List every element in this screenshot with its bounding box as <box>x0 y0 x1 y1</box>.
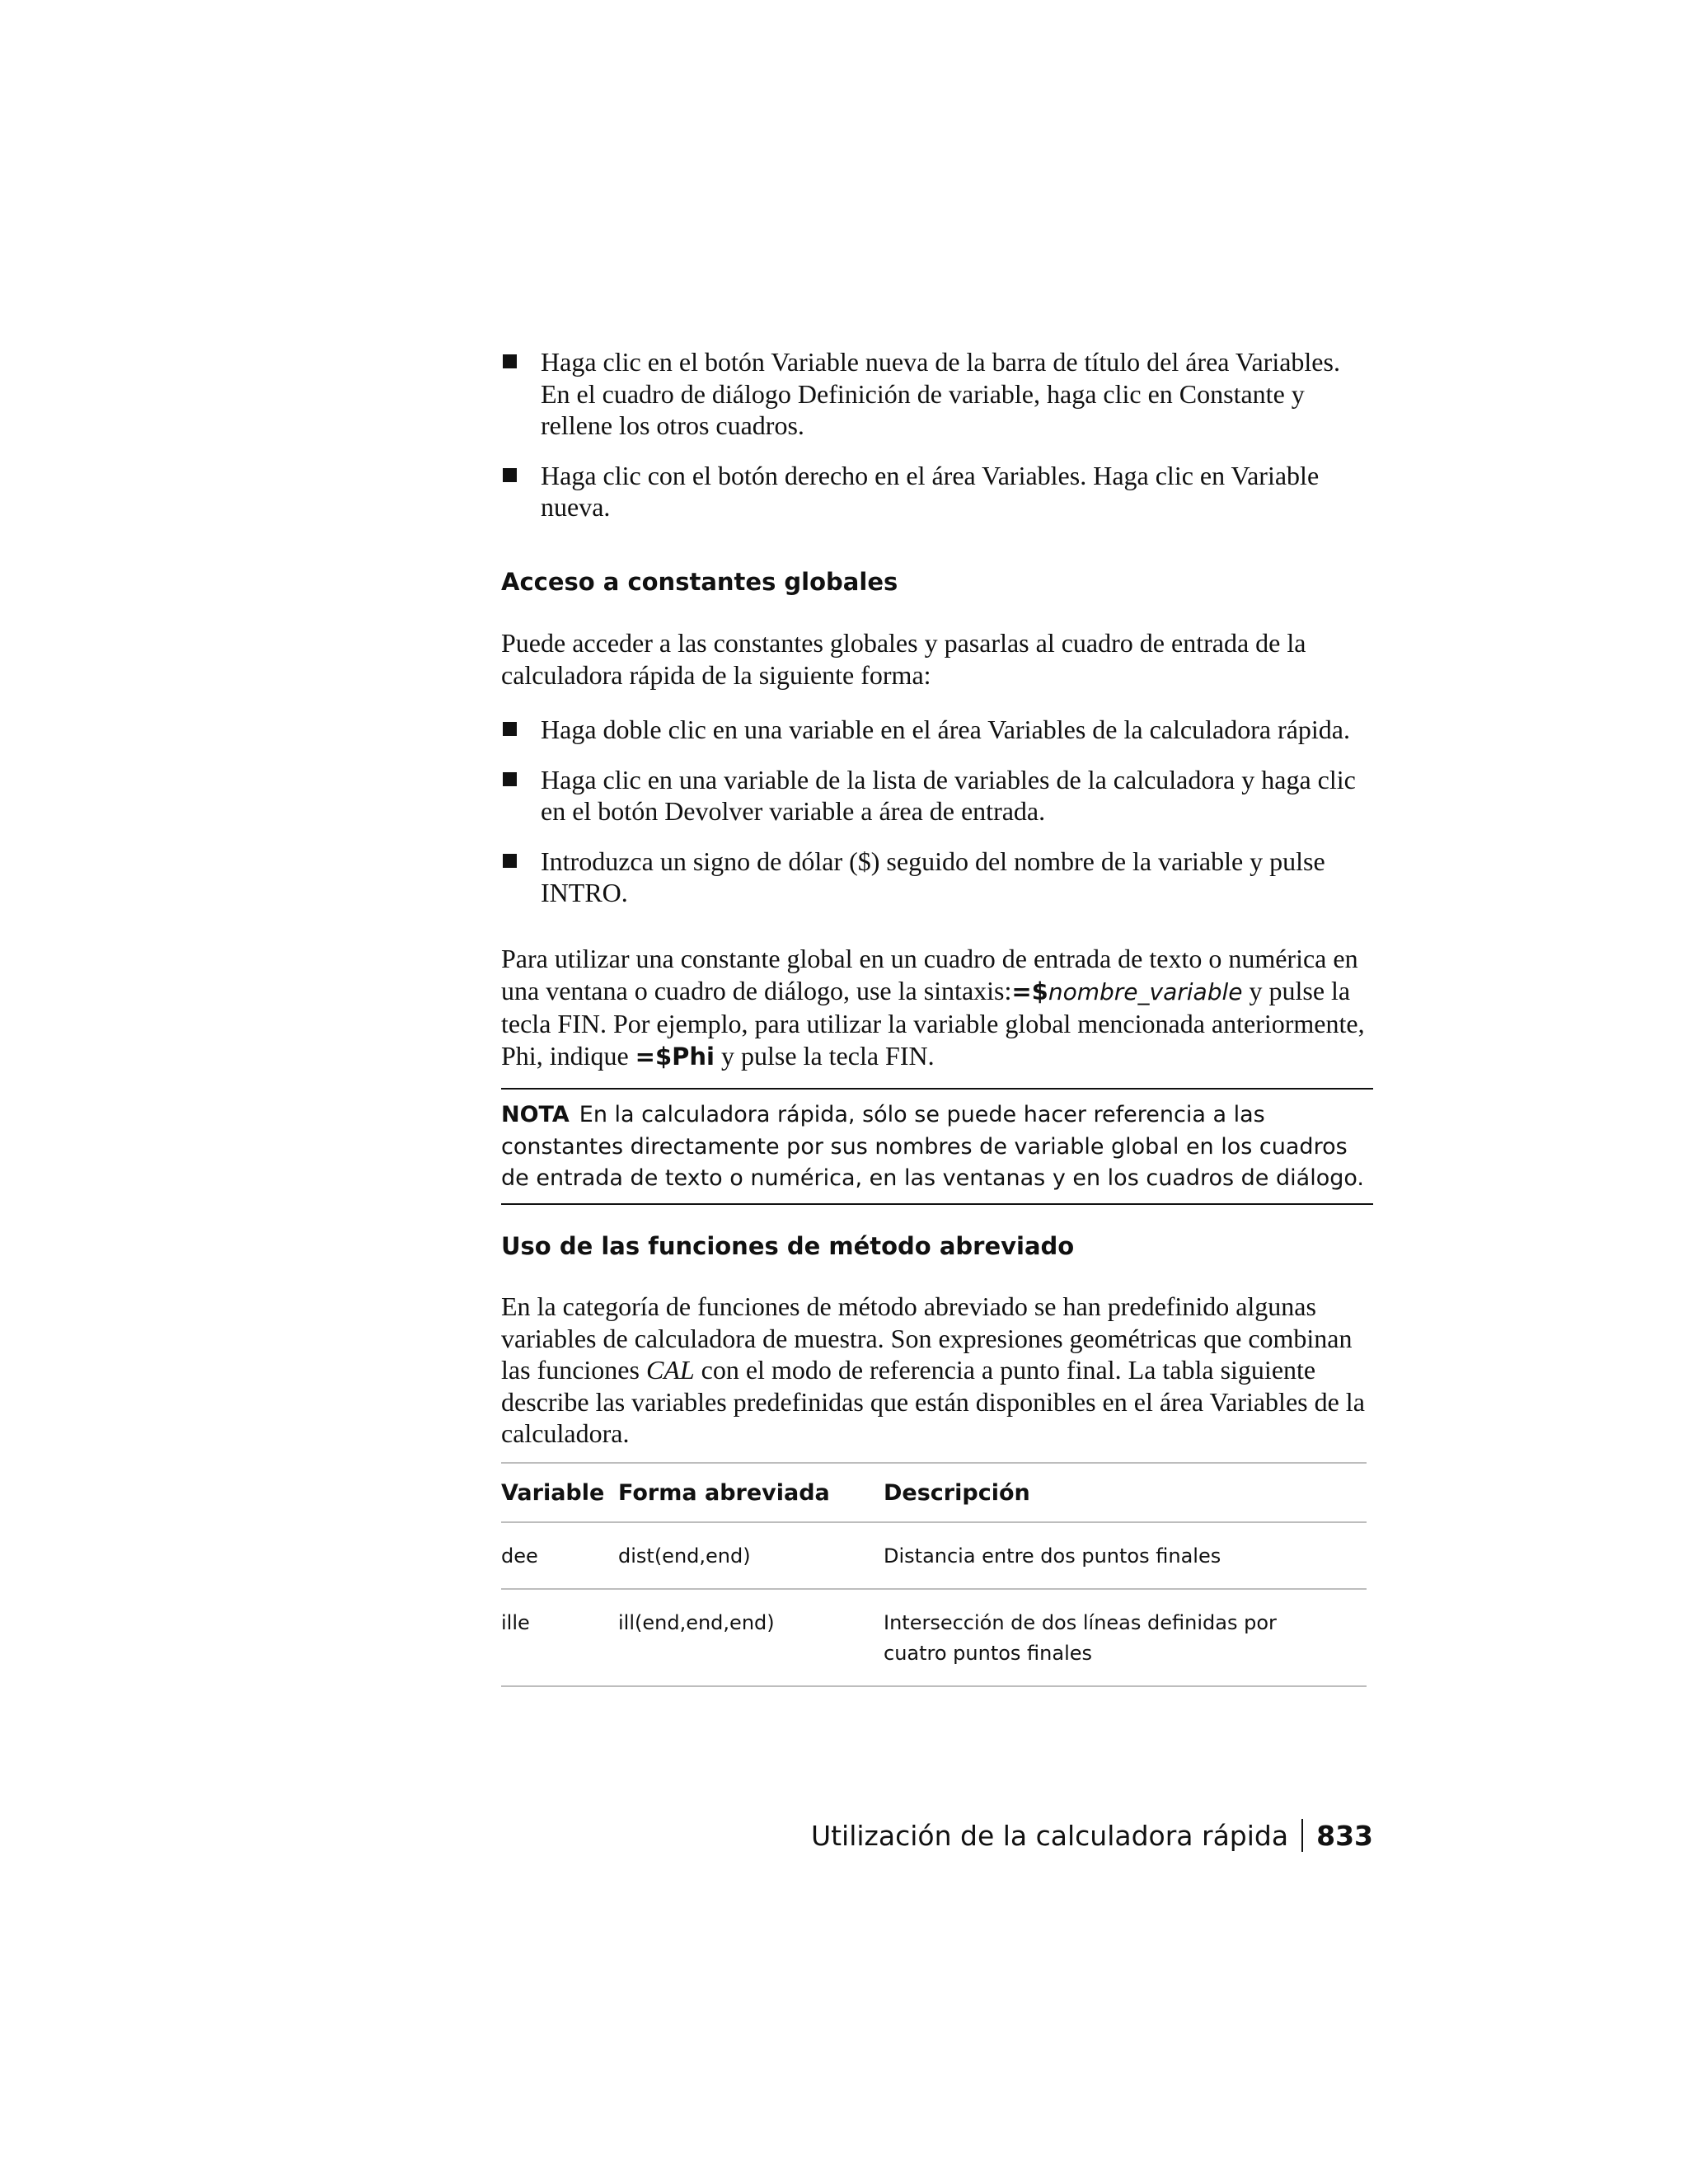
bullet-square-icon <box>503 772 517 786</box>
cell-description: Intersección de dos líneas definidas por cuatro puntos finales <box>884 1589 1367 1686</box>
usage-text-2: y pulse la tecla FIN. Por ejemplo, para utilizar la variable global mencionada anteriormente, Phi, indique <box>501 975 1365 1071</box>
cell-shortcut-form: dist(end,end) <box>618 1522 884 1589</box>
page-footer <box>811 1818 1373 1854</box>
list-item <box>501 346 1373 442</box>
intro-paragraph: Puede acceder a las constantes globales y pasarlas al cuadro de entrada de la calculadora rápida de la siguiente forma: <box>501 628 1306 690</box>
usage-text-1: Para utilizar una constante global en un cuadro de entrada de texto o numérica en una ventana o cuadro de diálogo, use la sintaxis: <box>501 944 1358 1005</box>
usage-paragraph <box>501 943 1373 1072</box>
list-item-text: Haga clic en el botón Variable nueva de la barra de título del área Variables. En el cuadro de diálogo Definición de variable, haga clic en Constante y rellene los otros cuadros. <box>541 347 1340 440</box>
column-header-variable: Variable <box>501 1463 618 1522</box>
note-box <box>501 1088 1373 1205</box>
shortcut-paragraph-wrap <box>501 1291 1373 1450</box>
note-text: En la calculadora rápida, sólo se puede hacer referencia a las constantes directamente por sus nombres de variable global en los cuadros de entrada de texto o numérica, en las ventanas y en los cuadros de diálogo. <box>501 1102 1364 1191</box>
syntax-variable-name: nombre_variable <box>1048 977 1243 1005</box>
predefined-variables-table <box>501 1462 1367 1687</box>
shortcut-text-2: con el modo de referencia a punto final. La tabla siguiente describe las variables predefinidas que están disponibles en el área Variables de la calculadora. <box>501 1355 1365 1448</box>
usage-paragraph-wrap <box>501 943 1373 1072</box>
bullet-square-icon <box>503 354 517 368</box>
table-header-row <box>501 1463 1367 1522</box>
list-item <box>501 460 1373 523</box>
bullet-square-icon <box>503 722 517 736</box>
bullet-square-icon <box>503 468 517 482</box>
note-label: NOTA <box>501 1102 570 1127</box>
table-row <box>501 1589 1367 1686</box>
section-heading-global-constants: Acceso a constantes globales <box>501 568 898 596</box>
list-item-text: Haga clic en una variable de la lista de variables de la calculadora y haga clic en el botón Devolver variable a área de entrada. <box>541 764 1356 826</box>
bullet-square-icon <box>503 854 517 868</box>
list-item-text: Introduzca un signo de dólar ($) seguido del nombre de la variable y pulse INTRO. <box>541 846 1325 907</box>
section-heading-shortcut-functions: Uso de las funciones de método abreviado <box>501 1232 1075 1260</box>
section-heading-wrap <box>501 567 1373 597</box>
shortcut-paragraph <box>501 1291 1373 1450</box>
cell-variable: dee <box>501 1522 618 1589</box>
usage-text-3: y pulse la tecla FIN. <box>715 1040 935 1071</box>
cal-term: CAL <box>645 1355 695 1385</box>
footer-separator <box>1301 1819 1303 1852</box>
table-row <box>501 1522 1367 1589</box>
shortcut-text-1: En la categoría de funciones de método abreviado se han predefinido algunas variables de calculadora de muestra. Son expresiones geométricas que combinan las funciones <box>501 1291 1353 1385</box>
list-item <box>501 714 1373 746</box>
global-constants-bullet-list <box>501 714 1373 909</box>
list-item-text: Haga doble clic en una variable en el área Variables de la calculadora rápida. <box>541 715 1350 744</box>
cell-description: Distancia entre dos puntos finales <box>884 1522 1367 1589</box>
list-item-text: Haga clic con el botón derecho en el área Variables. Haga clic en Variable nueva. <box>541 460 1320 522</box>
cell-shortcut-form: ill(end,end,end) <box>618 1589 884 1686</box>
cell-variable: ille <box>501 1589 618 1686</box>
column-header-shortcut-form: Forma abreviada <box>618 1463 884 1522</box>
section-intro <box>501 627 1373 691</box>
syntax-prefix: =$ <box>1011 977 1048 1005</box>
footer-chapter-title: Utilización de la calculadora rápida <box>810 1820 1289 1852</box>
column-header-description: Descripción <box>884 1463 1367 1522</box>
top-bullet-list <box>501 346 1373 523</box>
section-heading-wrap <box>501 1231 1373 1261</box>
example-syntax: =$Phi <box>635 1042 715 1071</box>
page-number: 833 <box>1316 1820 1373 1852</box>
list-item <box>501 764 1373 827</box>
list-item <box>501 846 1373 909</box>
